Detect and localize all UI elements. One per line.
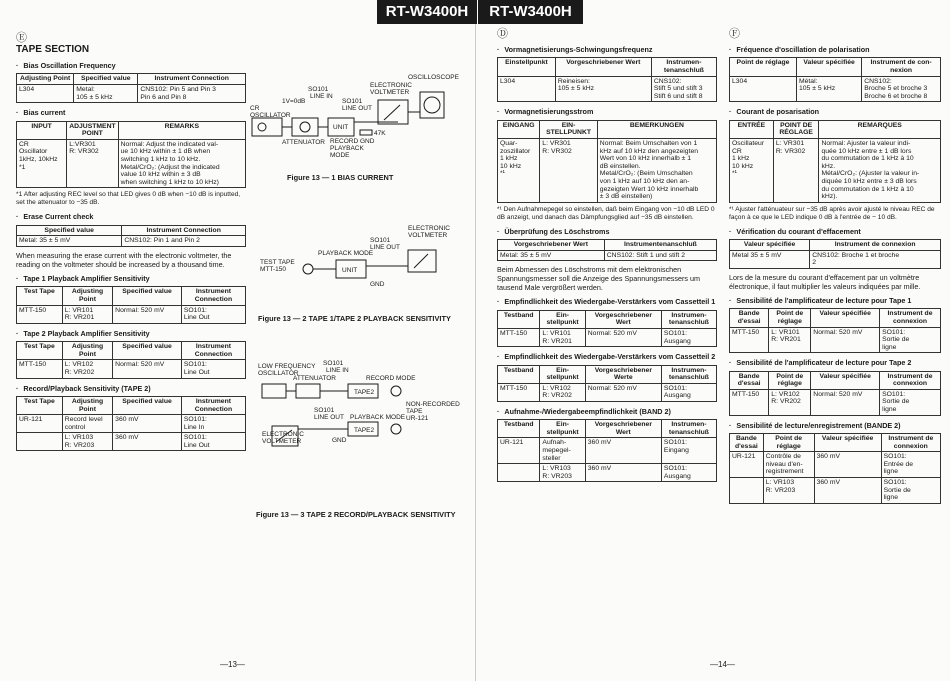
fig3-so101-label: SO101 <box>323 360 344 367</box>
attenuator-knob-icon <box>300 122 310 132</box>
table-cell: Record level control <box>62 415 112 433</box>
tape-reel-icon <box>391 424 401 434</box>
table-cell: SO101: Sortie de ligne <box>881 478 940 504</box>
english-language-mark: Ⓔ <box>16 31 27 44</box>
table-header-cell: Valeur spécifiée <box>730 240 810 251</box>
table-row <box>17 415 246 433</box>
table-header-cell: Ein- stellpunkt <box>540 420 585 438</box>
footnote: *¹ Ajuster l'atténuateur sur −35 dB après avoir ajusté le niveau REC de façon à ce que le LED indique 0 dB à l'entrée de − 10 dB. <box>729 205 935 221</box>
section-heading: · Sensibilité de l'amplificateur de lecture pour Tape 2 <box>729 359 941 367</box>
table-header-cell: REMARKS <box>118 121 245 139</box>
cr-oscillator-box <box>252 118 282 136</box>
table-row <box>730 250 941 268</box>
table-cell <box>17 433 63 451</box>
section-table <box>497 310 717 347</box>
attenuator-box <box>292 118 318 136</box>
tape2-pb-table <box>16 341 246 378</box>
fig2-mode-label: PLAYBACK MODE <box>318 250 374 257</box>
bias-freq-heading: · Bias Oscillation Frequency <box>16 62 246 70</box>
footnote: *¹ Den Aufnahmepegel so einstellen, daß beim Eingang von −10 dB LED 0 dB anzeigt, und danach das Dämpfungsglied auf −35 dB einstellen. <box>497 205 715 221</box>
fig3-attenuator-box <box>296 384 320 398</box>
table-row <box>17 305 246 323</box>
table-cell: Métal: 105 ± 5 kHz <box>796 76 861 102</box>
section-table <box>497 419 717 482</box>
table-cell: L304 <box>17 85 74 103</box>
fig1-voltmeter-label: ELECTRONIC VOLTMETER <box>370 82 412 96</box>
lf-oscillator-box <box>262 384 286 398</box>
table-header-cell: Ein- stellpunkt <box>540 310 585 328</box>
table-header-cell: Test Tape <box>17 396 63 414</box>
table-row <box>17 360 246 378</box>
section-table <box>497 57 717 102</box>
fig1-oscilloscope-label: OSCILLOSCOPE <box>408 74 459 81</box>
table-cell: SO101: Sortie de ligne <box>880 327 941 353</box>
table-header-cell: Bande d'essai <box>730 371 769 389</box>
section-heading: · Vormagnetisierungs-Schwingungsfrequenz <box>497 46 717 54</box>
table-header-cell: Point de réglage <box>730 58 797 76</box>
table-header-cell: POINT DE RÉGLAGE <box>773 120 819 138</box>
table-header-cell: Vorgeschriebener Wert <box>585 420 661 438</box>
table-header-cell: Vorgeschriebener Wert <box>498 240 605 251</box>
table-cell: SO101: Ausgang <box>661 383 716 401</box>
table-cell: CNS102: Broche 5 et broche 3 Broche 6 et broche 8 <box>862 76 941 102</box>
table-header-cell: EINGANG <box>498 120 540 138</box>
table-cell: CNS102: Pin 5 and Pin 3 Pin 6 and Pin 8 <box>138 85 246 103</box>
table-header-cell: EIN- STELLPUNKT <box>540 120 598 138</box>
english-tape-section <box>16 32 246 451</box>
tape2-pb-heading: · Tape 2 Playback Amplifier Sensitivity <box>16 330 246 338</box>
bias-current-note: *1 After adjusting REC level so that LED gives 0 dB when −10 dB is inputted, set the attenuator to −35 dB. <box>16 191 241 207</box>
table-row <box>498 383 717 401</box>
table-header-cell: Specified value <box>74 74 138 85</box>
table-cell: 360 mV <box>585 438 661 464</box>
table-cell: SO101: Ausgang <box>661 328 716 346</box>
table-header-cell: Point de réglage <box>769 371 811 389</box>
table-cell: L: VR301 R: VR302 <box>773 138 819 202</box>
fig3-caption: Figure 13 — 3 TAPE 2 RECORD/PLAYBACK SENSITIVITY <box>256 510 456 519</box>
table-cell: Metal 35 ± 5 mV <box>730 250 810 268</box>
table-row <box>498 438 717 464</box>
fig1-so101-label: SO101 <box>308 86 329 93</box>
table-header-cell: Instrument Connection <box>138 74 246 85</box>
table-header-cell: Vorgeschriebener Werte <box>585 365 661 383</box>
table-cell: CNS102: Pin 1 and Pin 2 <box>122 236 246 247</box>
table-cell: SO101: Line Out <box>181 305 245 323</box>
table-cell: Normal: 520 mV <box>811 327 880 353</box>
table-header-cell: Instrument Connection <box>122 225 246 236</box>
section-heading: · Sensibilité de l'amplificateur de lecture pour Tape 1 <box>729 297 941 305</box>
table-header-cell: Instrument de connexion <box>880 309 941 327</box>
table-header-cell: Point de réglage <box>769 309 811 327</box>
oscillator-dial-icon <box>258 123 266 131</box>
table-cell: CR Oscillator 1kHz, 10kHz *1 <box>17 139 67 188</box>
table-cell: L: VR103 R: VR203 <box>540 464 585 482</box>
bias-freq-table <box>16 73 246 103</box>
fig3-tape2-label: TAPE2 <box>354 389 375 396</box>
table-cell: Normal: 520 mV <box>585 383 661 401</box>
record-playback-diagram <box>258 358 468 458</box>
bias-current-table <box>16 121 246 189</box>
table-cell: Aufnah- mepegel- steller <box>540 438 585 464</box>
fig1-so101b-label: SO101 <box>342 98 363 105</box>
section-heading: · Sensibilité de lecture/enregistrement (BANDE 2) <box>729 422 941 430</box>
table-cell: MTT-150 <box>17 360 63 378</box>
section-title: TAPE SECTION <box>16 44 90 55</box>
table-cell: CNS102: Broche 1 et broche 2 <box>810 250 941 268</box>
erase-check-heading: · Erase Current check <box>16 213 246 221</box>
german-column <box>497 28 717 482</box>
section-heading: · Überprüfung des Löschstroms <box>497 228 717 236</box>
table-row <box>730 138 941 202</box>
table-header-cell: Bande d'essai <box>730 434 764 452</box>
table-cell: SO101: Line In <box>181 415 245 433</box>
table-cell: MTT-150 <box>498 328 540 346</box>
table-header-cell: Bande d'essai <box>730 309 769 327</box>
table-row <box>17 85 246 103</box>
table-header-cell: Testband <box>498 310 540 328</box>
resistor-47k <box>360 130 372 135</box>
section-heading: · Fréquence d'oscillation de polarisation <box>729 46 941 54</box>
rec-pb-heading: · Record/Playback Sensitivity (TAPE 2) <box>16 385 246 393</box>
table-header-cell: Vorgeschriebener Wert <box>555 58 651 76</box>
fig2-caption: Figure 13 — 2 TAPE 1/TAPE 2 PLAYBACK SENSITIVITY <box>258 314 451 323</box>
fig1-line-out-label: LINE OUT <box>342 105 372 112</box>
table-header-cell: Valeur spécifiée <box>796 58 861 76</box>
fig1-attenuator-label: ATTENUATOR <box>282 139 325 146</box>
table-cell: L304 <box>730 76 797 102</box>
table-header-cell: INPUT <box>17 121 67 139</box>
table-row <box>730 478 941 504</box>
table-header-cell: ADJUSTMENT POINT <box>67 121 118 139</box>
table-header-cell: BEMERKUNGEN <box>597 120 716 138</box>
table-cell: 360 mV <box>814 452 881 478</box>
table-header-cell: Instrument de connexion <box>880 371 941 389</box>
table-row <box>730 327 941 353</box>
fig1-cr-osc-label: CR OSCILLATOR <box>250 105 291 119</box>
page-number-left: —13— <box>220 660 245 669</box>
table-cell: 360 mV <box>113 433 182 451</box>
tape1-pb-table <box>16 286 246 323</box>
table-cell: L: VR102 R: VR202 <box>540 383 585 401</box>
table-header-cell: Point de réglage <box>763 434 814 452</box>
table-cell <box>730 478 764 504</box>
fig3-non-recorded-label: NON-RECORDED TAPE UR-121 <box>406 401 460 422</box>
table-header-cell: Instrument Connection <box>181 396 245 414</box>
table-header-cell: Valeur spécifiée <box>814 434 881 452</box>
table-row <box>730 389 941 415</box>
table-header-cell: Instrumen- tenanschluß <box>661 365 716 383</box>
table-cell: 360 mV <box>814 478 881 504</box>
table-cell: UR-121 <box>498 438 540 464</box>
fig3-line-in-label: LINE IN <box>326 367 349 374</box>
table-header-cell: Adjusting Point <box>62 287 112 305</box>
table-header-cell: Instrumen- tenanschluß <box>661 420 716 438</box>
table-cell: CNS102: Stift 1 und stift 2 <box>604 250 716 261</box>
fig2-voltmeter-box <box>408 250 436 272</box>
table-row <box>17 236 246 247</box>
table-cell: Normal: 520 mV <box>811 389 880 415</box>
table-cell: Contrôle de niveau d'en- registrement <box>763 452 814 478</box>
table-header-cell: Test Tape <box>17 287 63 305</box>
german-language-mark: Ⓓ <box>497 27 508 40</box>
table-cell: MTT-150 <box>17 305 63 323</box>
table-header-cell: Instrument de con- nexion <box>862 58 941 76</box>
table-cell: Metal: 35 ± 5 mV <box>498 250 605 261</box>
section-heading: · Empfindlichkeit des Wiedergabe-Verstärkers vom Cassetteil 1 <box>497 298 717 306</box>
table-header-cell: Adjusting Point <box>62 342 112 360</box>
fig3-playback-mode-label: PLAYBACK MODE <box>350 414 406 421</box>
table-row <box>17 433 246 451</box>
fig2-test-tape-label: TEST TAPE MTT-150 <box>260 259 295 273</box>
fig1-mode-label: RECORD PLAYBACK MODE <box>330 138 364 159</box>
table-cell: 360 mV <box>585 464 661 482</box>
fig1-line-in-label: LINE IN <box>310 93 333 100</box>
table-cell: UR-121 <box>17 415 63 433</box>
rec-pb-table <box>16 396 246 452</box>
table-cell: Oscillateur CR 1 kHz 10 kHz *¹ <box>730 138 774 202</box>
bias-current-heading: · Bias current <box>16 109 246 117</box>
section-table <box>729 239 941 269</box>
table-cell: Normal: Adjust the indicated val- ue 10 kHz within ± 1 dB when switching 1 kHz to 10 kHz. Metal/CrO₂: (Adjust the indicated value 10 kHz within ± 3 dB when switching 1 kHz to 10 kHz) <box>118 139 245 188</box>
table-cell: SO101: Line Out <box>181 433 245 451</box>
table-cell: Quar- zoszillator 1 kHz 10 kHz *¹ <box>498 138 540 202</box>
fig2-so101-label: SO101 <box>370 237 391 244</box>
fig2-voltmeter-label: ELECTRONIC VOLTMETER <box>408 225 450 239</box>
table-header-cell: Adjusting Point <box>17 74 74 85</box>
section-table <box>729 120 941 203</box>
table-header-cell: Specified value <box>113 287 182 305</box>
table-cell: SO101: Sortie de ligne <box>880 389 941 415</box>
table-header-cell: Instrumen- tenanschluß <box>661 310 716 328</box>
table-row <box>498 138 717 202</box>
fig3-lf-osc-label: LOW FREQUENCY OSCILLATOR <box>258 363 316 377</box>
table-header-cell: ENTRÉE <box>730 120 774 138</box>
section-heading: · Aufnahme-/Wiedergabeempfindlichkeit (BAND 2) <box>497 408 717 416</box>
section-table <box>729 57 941 102</box>
erase-check-paragraph: When measuring the erase current with the electronic voltmeter, the reading on the voltmeter should be increased by a thousand time. <box>16 250 232 269</box>
table-cell: SO101: Ausgang <box>661 464 716 482</box>
section-table <box>729 308 941 353</box>
model-header-left: RT-W3400H <box>377 0 477 24</box>
table-row <box>730 76 941 102</box>
table-header-cell: Instrumentenanschluß <box>604 240 716 251</box>
table-cell: L: VR103 R: VR203 <box>62 433 112 451</box>
table-cell: Normal: Ajuster la valeur indi- quée 10 kHz entre ± 1 dB lors du commutation de 1 kHz à 10 kHz. Métal/CrO₂: (Ajuster la valeur in- diquée 10 kHz entre ± 3 dB lors du commutation de 1 kHz à 10 kHz). <box>819 138 941 202</box>
model-header-right: RT-W3400H <box>478 0 583 24</box>
section-heading: · Vormagnetisierungsstrom <box>497 108 717 116</box>
fig2-unit-label: UNIT <box>342 267 358 274</box>
table-header-cell: Test Tape <box>17 342 63 360</box>
non-recorded-tape-icon <box>391 386 401 396</box>
paragraph: Beim Abmessen des Löschstroms mit dem elektronischen Spannungsmesser soll die Anzeige des Spannungsmessers um tausend Male vergrößert werden. <box>497 265 700 293</box>
fig1-caption: Figure 13 — 1 BIAS CURRENT <box>287 173 394 182</box>
table-header-cell: Valeur spécifiée <box>811 371 880 389</box>
table-cell: L: VR103 R: VR203 <box>763 478 814 504</box>
table-cell: Metal: 105 ± 5 kHz <box>74 85 138 103</box>
tape-reel-icon <box>303 264 313 274</box>
table-cell: L: VR101 R: VR201 <box>769 327 811 353</box>
section-table <box>497 239 717 261</box>
page-fold-divider <box>475 24 476 681</box>
erase-check-table <box>16 225 246 247</box>
table-cell: L: VR101 R: VR201 <box>62 305 112 323</box>
table-cell: Normal: Beim Umschalten von 1 kHz auf 10 kHz den angezeigten Wert von 10 kHz innerhalb ± 1 dB einstellen. Metal/CrO₂: (Beim Umschalten von 1 kHz auf 10 kHz den an- gezeigten Wert 10 kHz innerhalb ± 3 dB einstellen) <box>597 138 716 202</box>
table-cell: SO101: Line Out <box>181 360 245 378</box>
bias-current-diagram <box>248 72 468 167</box>
french-language-mark: Ⓕ <box>729 27 740 40</box>
table-cell: L: VR102 R: VR202 <box>62 360 112 378</box>
table-header-cell: Specified value <box>17 225 122 236</box>
table-row <box>17 139 246 188</box>
table-cell: MTT-150 <box>730 327 769 353</box>
table-header-cell: Instrument Connection <box>181 342 245 360</box>
table-header-cell: Vorgeschriebener Wert <box>585 310 661 328</box>
table-cell: L: VR102 R: VR202 <box>769 389 811 415</box>
table-header-cell: REMARQUES <box>819 120 941 138</box>
table-row <box>498 464 717 482</box>
table-row <box>498 250 717 261</box>
table-header-cell: Specified value <box>113 342 182 360</box>
fig2-line-out-label: LINE OUT <box>370 244 400 251</box>
table-cell: Metal: 35 ± 5 mV <box>17 236 122 247</box>
fig1-resistor-label: 47K <box>374 130 386 137</box>
fig3-voltmeter-label: ELECTRONIC VOLTMETER <box>262 431 304 445</box>
table-header-cell: Testband <box>498 365 540 383</box>
table-header-cell: Specified value <box>113 396 182 414</box>
section-table <box>497 365 717 402</box>
table-cell: SO101: Eingang <box>661 438 716 464</box>
table-cell: UR-121 <box>730 452 764 478</box>
table-cell: Normal: 520 mV <box>585 328 661 346</box>
table-cell: L:VR301 R: VR302 <box>67 139 118 188</box>
fig1-level-label: 1V=0dB <box>282 98 306 105</box>
table-cell: MTT-150 <box>730 389 769 415</box>
table-cell: L: VR301 R: VR302 <box>540 138 598 202</box>
fig3-record-mode-label: RECORD MODE <box>366 375 416 382</box>
fig3-line-out-label: LINE OUT <box>314 414 344 421</box>
section-heading: · Courant de posarisation <box>729 108 941 116</box>
section-heading: · Vérification du courant d'effacement <box>729 228 941 236</box>
table-cell: Normal: 520 mV <box>113 360 182 378</box>
table-cell: CNS102: Stift 5 und stift 3 Stift 6 und stift 8 <box>651 76 716 102</box>
section-table <box>729 371 941 416</box>
fig3-so101b-label: SO101 <box>314 407 335 414</box>
table-header-cell: Einstellpunkt <box>498 58 556 76</box>
table-row <box>730 452 941 478</box>
section-table <box>729 433 941 504</box>
table-row <box>498 328 717 346</box>
section-heading: · Empfindlichkeit des Wiedergabe-Verstärkers vom Cassetteil 2 <box>497 353 717 361</box>
tape1-pb-heading: · Tape 1 Playback Amplifier Sensitivity <box>16 275 246 283</box>
table-header-cell: Instrument de connexion <box>881 434 940 452</box>
table-header-cell: Valeur spécifiée <box>811 309 880 327</box>
playback-sensitivity-diagram <box>258 224 468 294</box>
table-header-cell: Adjusting Point <box>62 396 112 414</box>
page-number-right: —14— <box>710 660 735 669</box>
table-cell: L: VR101 R: VR201 <box>540 328 585 346</box>
table-cell <box>498 464 540 482</box>
fig3-gnd-label: GND <box>332 437 347 444</box>
table-cell: Normal: 520 mV <box>113 305 182 323</box>
table-cell: MTT-150 <box>498 383 540 401</box>
table-cell: 360 mV <box>113 415 182 433</box>
table-cell: Reineisen: 105 ± 5 kHz <box>555 76 651 102</box>
table-row <box>498 76 717 102</box>
table-header-cell: Instrument Connection <box>181 287 245 305</box>
table-header-cell: Instrumen- tenanschluß <box>651 58 716 76</box>
table-header-cell: Ein- stellpunkt <box>540 365 585 383</box>
fig1-unit-label: UNIT <box>333 124 349 131</box>
table-header-cell: Instrument de connexion <box>810 240 941 251</box>
paragraph: Lors de la mesure du courant d'effacement par un voltmètre électronique, il faut multiplier les valeurs indiquées par mille. <box>729 272 921 291</box>
section-table <box>497 120 717 203</box>
table-header-cell: Testband <box>498 420 540 438</box>
table-cell: SO101: Entrée de ligne <box>881 452 940 478</box>
table-cell: L304 <box>498 76 556 102</box>
fig1-gnd-label: GND <box>360 138 375 145</box>
fig2-gnd-label: GND <box>370 281 385 288</box>
french-column <box>729 28 941 504</box>
fig3-attenuator-label: ATTENUATOR <box>293 375 336 382</box>
fig3-tape2b-label: TAPE2 <box>354 427 375 434</box>
